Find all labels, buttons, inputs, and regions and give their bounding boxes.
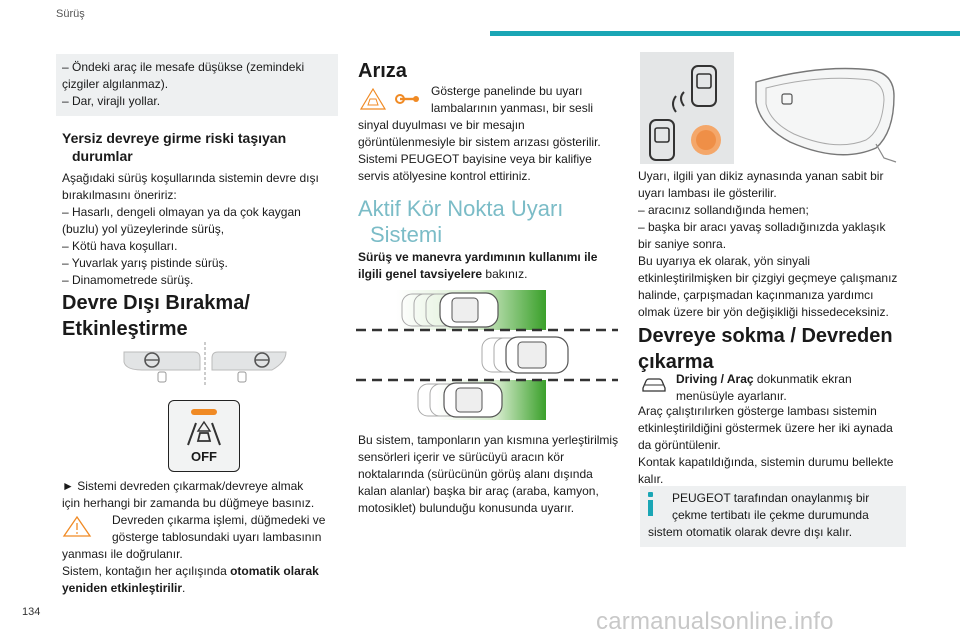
heading-line: Aktif Kör Nokta Uyarı [358, 196, 564, 221]
text-line: – başka bir aracı yavaş solladığınızda yaklaşık [638, 220, 886, 234]
warn-paragraph [112, 512, 352, 546]
text-line: Uyarı, ilgili yan dikiz aynasında yanan sabit bir [638, 169, 884, 183]
text-line: halinde, çarpışmadan kaçınmanıza yardımcı [638, 288, 874, 302]
text-line: da görüntülenir. [638, 438, 721, 452]
text-line: – aracınız sollandığında hemen; [638, 203, 809, 217]
heading-blind-spot [358, 196, 623, 248]
box-line: – Öndeki araç ile mesafe düşükse (zemindeki [62, 60, 305, 74]
car-icon [640, 374, 668, 394]
box-line: – Dar, virajlı yollar. [62, 94, 161, 108]
confirm-paragraph [62, 546, 352, 597]
heading-fault: Arıza [358, 60, 407, 82]
text-line: – Dinamometrede sürüş. [62, 273, 194, 287]
heading-activation [638, 323, 918, 375]
text-line: motosiklet) bulunduğu konusunda uyarır. [358, 501, 575, 515]
fault-warning-icons [360, 86, 422, 112]
bold-text: Sürüş ve manevra yardımının kullanımı ile [358, 250, 598, 264]
fault-paragraph [358, 117, 623, 185]
text-line: olmak üzere bir yön değişikliği hissedeceksiniz. [638, 305, 889, 319]
heading-line: Devreye sokma / Devreden [638, 325, 893, 347]
press-paragraph [62, 478, 347, 512]
text-line: Sistemi PEUGEOT bayisine veya bir kalifiye [358, 152, 592, 166]
text-line: görüntülenmesiyle bir sistem arızası gösterilir. [358, 135, 601, 149]
text-line: lambalarının yanması, bir sesli [431, 101, 594, 115]
heading-line: Yersiz devreye girme riski taşıyan [62, 130, 287, 146]
text-line: çekme tertibatı ile çekme durumunda [672, 508, 869, 522]
warning-triangle-icon [62, 514, 92, 538]
text-span: dokunmatik ekran [753, 372, 852, 386]
text-line: Gösterge panelinde bu uyarı [431, 84, 583, 98]
heading-line: durumlar [72, 148, 133, 164]
text-line: Araç çalıştırılırken gösterge lambası sistemin [638, 404, 877, 418]
risk-paragraph [62, 170, 347, 289]
off-label: OFF [191, 449, 217, 464]
reference-paragraph [358, 249, 623, 283]
warning-led [191, 409, 217, 415]
text-line: için herhangi bir zamanda bu düğmeye basınız. [62, 496, 315, 510]
text-line: Aşağıdaki sürüş koşullarında sistemin devre dışı [62, 171, 319, 185]
text-line: servis atölyesine kontrol ettiriniz. [358, 169, 531, 183]
text-line: noktalarında (sürücünün görüş alanı dışında [358, 467, 593, 481]
bold-text: ilgili genel tavsiyelere [358, 267, 483, 281]
conditions-box [56, 54, 338, 116]
text-line: Bu uyarıya ek olarak, yön sinyali [638, 254, 811, 268]
text-line: uyarı lambası ile gösterilir. [638, 186, 777, 200]
text-line: – Yuvarlak yarış pistinde sürüş. [62, 256, 228, 270]
section-header: Sürüş [56, 8, 85, 20]
heading-line: Etkinleştirme [62, 318, 188, 340]
driving-menu-text [676, 371, 906, 405]
watermark: carmanualsonline.info [596, 608, 834, 635]
blind-spot-zone-illustration [356, 288, 618, 422]
bold-text: yeniden etkinleştirilir [62, 581, 183, 595]
bold-text: Driving / Araç [676, 372, 754, 386]
info-icon [648, 492, 653, 516]
page-number: 134 [22, 606, 41, 618]
text-line: Kontak kapatıldığında, sistemin durumu bellekte [638, 455, 894, 469]
heading-risk [62, 129, 342, 165]
text-line: PEUGEOT tarafından onaylanmış bir [672, 491, 870, 505]
text-line [62, 563, 352, 580]
text-line: etkinleştirildiğini göstermek üzere her iki aynada [638, 421, 893, 435]
text-line: – Hasarlı, dengeli olmayan ya da çok kaygan [62, 205, 301, 219]
text-line: – Kötü hava koşulları. [62, 239, 178, 253]
fault-icon-text [431, 83, 611, 117]
text-line: sistem otomatik olarak devre dışı kalır. [648, 525, 853, 539]
text-line: bir saniye sonra. [638, 237, 727, 251]
mirrors-illustration [112, 342, 298, 386]
heading-disable [62, 290, 342, 342]
running-paragraph [638, 403, 910, 488]
text-span: . [182, 581, 186, 595]
text-line: Devreden çıkarma işlemi, düğmedeki ve [112, 513, 326, 527]
header-accent-bar [490, 31, 960, 36]
text-line: ► Sistemi devreden çıkarmak/devreye almak [62, 479, 304, 493]
heading-line: Devre Dışı Bırakma/ [62, 292, 250, 314]
text-line: sensörleri içerir ve sürücüyü aracın kör [358, 450, 565, 464]
heading-line: Sistemi [370, 222, 443, 247]
text-line: yanması ile doğrulanır. [62, 547, 183, 561]
info-box [640, 486, 906, 547]
text-line: sinyal duyulması ve bir mesajın [358, 118, 525, 132]
text-line: gösterge tablosundaki uyarı lambasının [112, 530, 322, 544]
heading-line: çıkarma [638, 351, 714, 373]
text-line: menüsüyle ayarlanır. [676, 389, 787, 403]
mirror-warning-illustration [640, 52, 902, 164]
system-description [358, 432, 623, 517]
mirror-paragraph [638, 168, 910, 321]
text-span: Sistem, kontağın her açılışında [62, 564, 231, 578]
blind-spot-off-button[interactable] [168, 400, 240, 472]
lane-warning-icon [186, 419, 222, 447]
text-line: etkinleştirilmişken bir çizgiyi geçmeye çalışmanız [638, 271, 898, 285]
bold-text: otomatik olarak [230, 564, 319, 578]
text-line: bırakılmasını öneririz: [62, 188, 177, 202]
text-line: kalan alanlar) başka bir araç (araba, kamyon, [358, 484, 599, 498]
text-line: Bu sistem, tamponların yan kısmına yerleştirilmiş [358, 433, 619, 447]
text-line: kalır. [638, 472, 664, 486]
text-line [62, 580, 352, 597]
text-line: (buzlu) yol yüzeylerinde sürüş, [62, 222, 225, 236]
box-line: çizgiler algılanmaz). [62, 77, 169, 91]
text-span: bakınız. [482, 267, 528, 281]
